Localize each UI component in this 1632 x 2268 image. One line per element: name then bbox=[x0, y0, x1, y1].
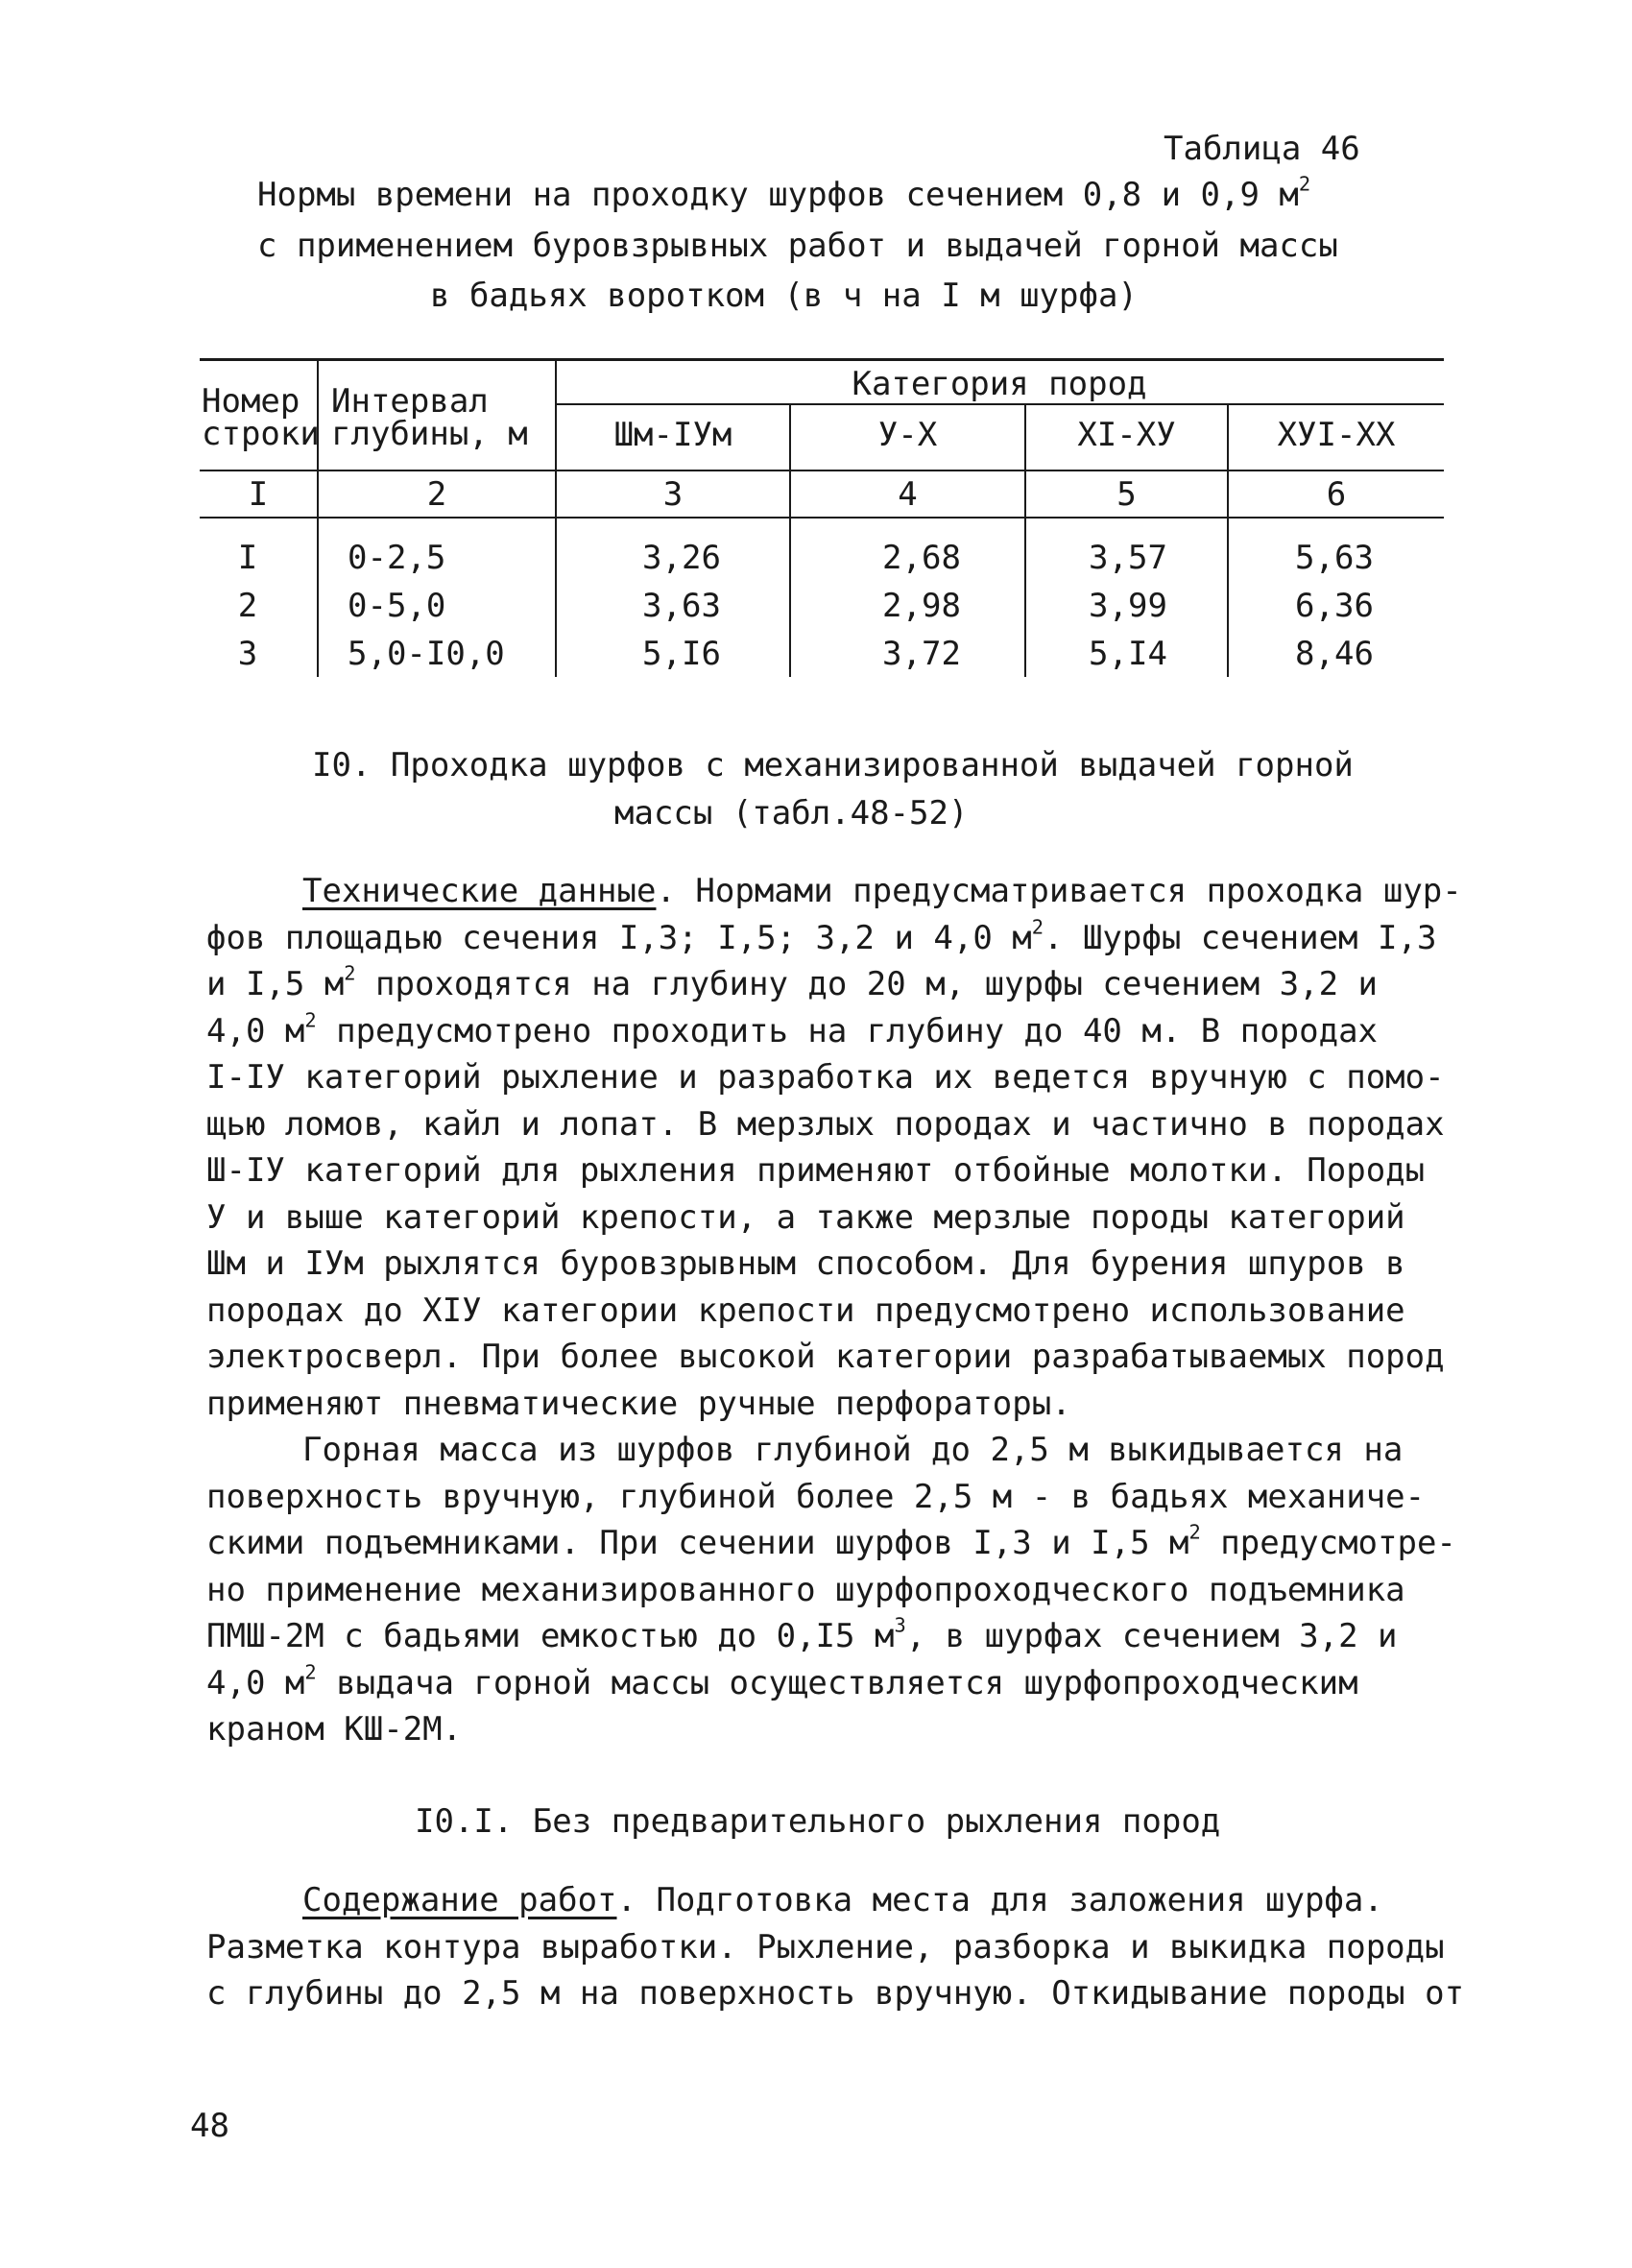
technical-data-paragraph: Технические данные. Нормами предусматривается проходка шур- фов площадью сечения I,3; I,5; 3,2 и 4,0 $м^2$. Шурфы сечением I,3 и I,5 $м^2$ проходятся на глубину до 20 м, шурфы сечением 3,2 и 4,0 $м^2$ предусмотрено проходить на глубину до 40 м. В породах I-IУ категорий рыхление и разработка их ведется вручную с помо- щью ломов, кайл и лопат. В мерзлых породах и частично в породах Ш-IУ категорий для рыхления применяют отбойные молотки. Породы У и выше категорий крепости, а также мерзлые породы категорий Шм и IУм рыхлятся буровзрывным способом. Для бурения шпуров в породах до XIУ категории крепости предусмотрено использование электросверл. При более высокой категории разрабатываемых пород применяют пневматические ручные перфораторы. bbox=[206, 872, 1462, 1423]
work-content-paragraph: Содержание работ. Подготовка места для заложения шурфа. Разметка контура выработки. Рыхление, разборка и выкидка породы с глубины до 2,5 м на поверхность вручную. Откидывание породы от bbox=[206, 1881, 1465, 2013]
header-row-no-line-2: строки bbox=[202, 415, 320, 453]
col-number-4: 4 bbox=[898, 475, 918, 514]
section-10-title-line-2: массы (табл.48-52) bbox=[614, 794, 969, 832]
page-number: 48 bbox=[190, 2107, 229, 2145]
col-number-6: 6 bbox=[1326, 475, 1347, 514]
header-category-2: У-Х bbox=[877, 416, 938, 454]
table-title-line-3: в бадьях воротком (в ч на I м шурфа) bbox=[430, 277, 1138, 315]
row-value: 3,72 bbox=[882, 635, 961, 673]
row-value: 3,57 bbox=[1089, 539, 1167, 577]
section-10-1-title: I0.I. Без предварительного рыхления пород bbox=[415, 1802, 1221, 1841]
table-title-line-2: с применением буровзрывных работ и выдачей горной массы bbox=[257, 227, 1338, 265]
row-value: 3,26 bbox=[642, 539, 721, 577]
row-no: 3 bbox=[237, 635, 258, 673]
technical-data-label: Технические данные bbox=[302, 872, 657, 910]
row-value: 3,99 bbox=[1089, 587, 1167, 625]
row-value: 2,98 bbox=[882, 587, 961, 625]
row-value: 5,63 bbox=[1295, 539, 1374, 577]
row-value: 5,I6 bbox=[642, 635, 721, 673]
row-no: 2 bbox=[237, 587, 258, 625]
header-category-group: Категория пород bbox=[852, 365, 1147, 403]
row-interval: 0-2,5 bbox=[348, 539, 446, 577]
header-category-4: ХУI-ХХ bbox=[1277, 416, 1396, 454]
col-number-2: 2 bbox=[426, 475, 447, 514]
row-interval: 5,0-I0,0 bbox=[348, 635, 505, 673]
header-interval-line-2: глубины, м bbox=[331, 415, 528, 453]
row-value: 5,I4 bbox=[1089, 635, 1167, 673]
row-value: 8,46 bbox=[1295, 635, 1374, 673]
header-row-no-line-1: Номер bbox=[202, 382, 300, 421]
row-value: 6,36 bbox=[1295, 587, 1374, 625]
row-interval: 0-5,0 bbox=[348, 587, 446, 625]
rock-mass-paragraph: Горная масса из шурфов глубиной до 2,5 м выкидывается на поверхность вручную, глубиной более 2,5 м - в бадьях механиче- скими подъемниками. При сечении шурфов I,3 и I,5 $м^2$ предусмотре- но применение механизированного шурфопроходческого подъемника ПМШ-2М с бадьями емкостью до 0,I5 $м^3$, в шурфах сечением 3,2 и 4,0 $м^2$ выдача горной массы осуществляется шурфопроходческим краном КШ-2М. bbox=[206, 1431, 1456, 1749]
header-interval-line-1: Интервал bbox=[331, 382, 489, 421]
work-content-label: Содержание работ bbox=[302, 1881, 617, 1919]
header-category-1: Шм-IУм bbox=[613, 416, 732, 454]
row-value: 3,63 bbox=[642, 587, 721, 625]
header-category-3: XI-ХУ bbox=[1077, 416, 1176, 454]
col-number-1: I bbox=[248, 475, 269, 514]
row-no: I bbox=[237, 539, 258, 577]
section-10-title-line-1: I0. Проходка шурфов с механизированной выдачей горной bbox=[312, 746, 1354, 784]
row-value: 2,68 bbox=[882, 539, 961, 577]
table-title-line-1: Нормы времени на проходку шурфов сечением 0,8 и 0,9 $м^2$ bbox=[257, 172, 1311, 214]
col-number-3: 3 bbox=[662, 475, 684, 514]
col-number-5: 5 bbox=[1116, 475, 1137, 514]
table-label: Таблица 46 bbox=[1164, 130, 1360, 168]
